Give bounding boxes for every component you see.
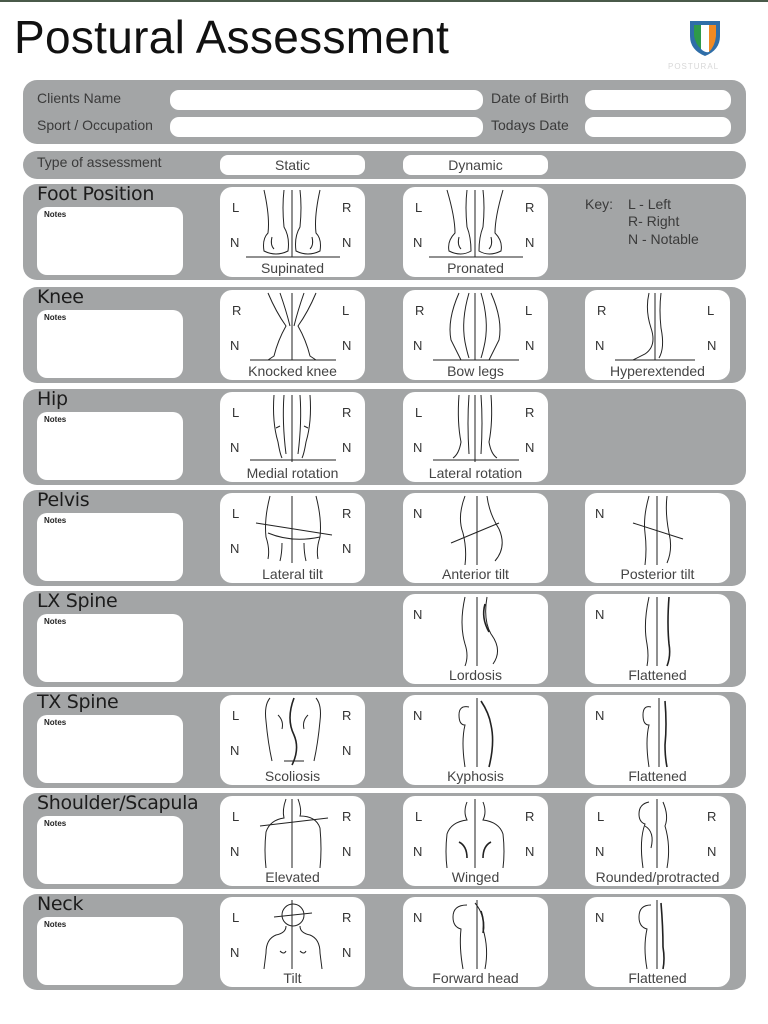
assessment-type-panel bbox=[23, 151, 746, 179]
corner-notable-label: N bbox=[595, 607, 605, 622]
card-caption: Lordosis bbox=[449, 667, 502, 683]
corner-left-label: L bbox=[415, 405, 423, 420]
card-posterior-tilt[interactable] bbox=[585, 493, 730, 583]
corner-notable-right-label: N bbox=[342, 440, 352, 455]
notes-box[interactable] bbox=[37, 715, 183, 783]
corner-right-label: R bbox=[525, 809, 535, 824]
sport-occupation-label: Sport / Occupation bbox=[37, 117, 153, 133]
card-hyperextended[interactable] bbox=[585, 290, 730, 380]
corner-notable-left-label: N bbox=[413, 844, 423, 859]
corner-right-label: R bbox=[597, 303, 607, 318]
card-caption: Flattened bbox=[628, 667, 687, 683]
logo-watermark: POSTURAL bbox=[668, 62, 720, 71]
card-bow-legs[interactable] bbox=[403, 290, 548, 380]
card-lateral-rotation[interactable] bbox=[403, 392, 548, 482]
card-caption: Lateral rotation bbox=[428, 465, 523, 481]
section-knee bbox=[23, 287, 746, 383]
corner-right-label: R bbox=[525, 200, 535, 215]
corner-notable-left-label: N bbox=[413, 235, 423, 250]
card-supinated[interactable] bbox=[220, 187, 365, 277]
card-caption: Flattened bbox=[628, 970, 687, 986]
section-pelvis bbox=[23, 490, 746, 586]
notes-label: Notes bbox=[44, 617, 67, 626]
card-caption: Flattened bbox=[628, 768, 687, 784]
notes-label: Notes bbox=[44, 313, 67, 322]
section-foot-position bbox=[23, 184, 746, 280]
corner-notable-label: N bbox=[413, 607, 423, 622]
card-lateral-tilt[interactable] bbox=[220, 493, 365, 583]
clients-name-field[interactable] bbox=[170, 90, 483, 110]
corner-notable-left-label: N bbox=[230, 743, 240, 758]
corner-notable-right-label: N bbox=[525, 235, 535, 250]
card-caption: Anterior tilt bbox=[442, 566, 509, 582]
corner-notable-right-label: N bbox=[342, 338, 352, 353]
shield-logo-icon bbox=[688, 18, 722, 58]
corner-notable-left-label: N bbox=[230, 844, 240, 859]
key-title: Key: bbox=[585, 196, 614, 212]
todays-date-label: Todays Date bbox=[491, 117, 569, 133]
card-rounded-protracted[interactable] bbox=[585, 796, 730, 886]
card-caption: Knocked knee bbox=[248, 363, 337, 379]
static-option[interactable]: Static bbox=[220, 155, 365, 175]
key-notable: N - Notable bbox=[628, 231, 699, 247]
corner-notable-left-label: N bbox=[230, 945, 240, 960]
dynamic-option[interactable]: Dynamic bbox=[403, 155, 548, 175]
notes-box[interactable] bbox=[37, 310, 183, 378]
corner-left-label: L bbox=[232, 200, 240, 215]
card-tx-flattened[interactable] bbox=[585, 695, 730, 785]
corner-notable-label: N bbox=[595, 708, 605, 723]
card-caption: Bow legs bbox=[447, 363, 504, 379]
corner-notable-right-label: N bbox=[525, 338, 535, 353]
corner-notable-left-label: N bbox=[413, 338, 423, 353]
section-lx-spine bbox=[23, 591, 746, 687]
section-tx-spine bbox=[23, 692, 746, 788]
corner-right-label: R bbox=[707, 809, 717, 824]
notes-label: Notes bbox=[44, 415, 67, 424]
section-title: Neck bbox=[37, 893, 84, 915]
top-rule bbox=[0, 0, 768, 2]
corner-notable-left-label: N bbox=[230, 440, 240, 455]
corner-notable-right-label: N bbox=[342, 235, 352, 250]
notes-box[interactable] bbox=[37, 207, 183, 275]
card-tilt[interactable] bbox=[220, 897, 365, 987]
corner-notable-right-label: N bbox=[707, 844, 717, 859]
section-title: Hip bbox=[37, 388, 68, 410]
notes-box[interactable] bbox=[37, 917, 183, 985]
corner-notable-label: N bbox=[595, 506, 605, 521]
date-of-birth-field[interactable] bbox=[585, 90, 731, 110]
corner-right-label: R bbox=[342, 200, 352, 215]
corner-left-label: L bbox=[232, 708, 240, 723]
corner-notable-left-label: N bbox=[595, 338, 605, 353]
notes-box[interactable] bbox=[37, 513, 183, 581]
corner-left-label: L bbox=[597, 809, 605, 824]
section-shoulder-scapula bbox=[23, 793, 746, 889]
corner-notable-label: N bbox=[413, 708, 423, 723]
corner-notable-left-label: N bbox=[230, 338, 240, 353]
assessment-type-label: Type of assessment bbox=[37, 154, 162, 170]
corner-notable-label: N bbox=[413, 506, 423, 521]
notes-label: Notes bbox=[44, 210, 67, 219]
notes-label: Notes bbox=[44, 718, 67, 727]
corner-right-label: R bbox=[342, 708, 352, 723]
corner-notable-left-label: N bbox=[595, 844, 605, 859]
corner-right-label: R bbox=[342, 809, 352, 824]
notes-label: Notes bbox=[44, 819, 67, 828]
corner-notable-left-label: N bbox=[230, 541, 240, 556]
card-pronated[interactable] bbox=[403, 187, 548, 277]
card-caption: Lateral tilt bbox=[262, 566, 323, 582]
card-caption: Kyphosis bbox=[447, 768, 504, 784]
todays-date-field[interactable] bbox=[585, 117, 731, 137]
corner-left-label: L bbox=[415, 200, 423, 215]
card-medial-rotation[interactable] bbox=[220, 392, 365, 482]
section-title: LX Spine bbox=[37, 590, 118, 612]
card-scoliosis[interactable] bbox=[220, 695, 365, 785]
card-kyphosis[interactable] bbox=[403, 695, 548, 785]
card-caption: Tilt bbox=[283, 970, 302, 986]
card-anterior-tilt[interactable] bbox=[403, 493, 548, 583]
card-caption: Scoliosis bbox=[264, 768, 321, 784]
notes-label: Notes bbox=[44, 920, 67, 929]
notes-label: Notes bbox=[44, 516, 67, 525]
corner-notable-right-label: N bbox=[525, 440, 535, 455]
section-title: TX Spine bbox=[37, 691, 119, 713]
corner-notable-right-label: N bbox=[342, 541, 352, 556]
card-caption: Elevated bbox=[265, 869, 320, 885]
corner-notable-right-label: N bbox=[342, 945, 352, 960]
corner-left-label: L bbox=[232, 506, 240, 521]
section-hip bbox=[23, 389, 746, 485]
corner-right-label: R bbox=[342, 506, 352, 521]
corner-notable-right-label: N bbox=[525, 844, 535, 859]
card-caption: Medial rotation bbox=[246, 465, 339, 481]
card-caption: Winged bbox=[451, 869, 500, 885]
card-caption: Posterior tilt bbox=[620, 566, 695, 582]
card-lordosis[interactable] bbox=[403, 594, 548, 684]
corner-right-label: R bbox=[342, 405, 352, 420]
key-right: R- Right bbox=[628, 213, 680, 229]
corner-right-label: R bbox=[342, 910, 352, 925]
corner-notable-label: N bbox=[595, 910, 605, 925]
corner-notable-right-label: N bbox=[707, 338, 717, 353]
key-left: L - Left bbox=[628, 196, 672, 212]
notes-box[interactable] bbox=[37, 816, 183, 884]
card-caption: Rounded/protracted bbox=[595, 869, 720, 885]
corner-right-label: R bbox=[232, 303, 242, 318]
section-title: Shoulder/Scapula bbox=[37, 792, 199, 814]
sport-occupation-field[interactable] bbox=[170, 117, 483, 137]
card-caption: Pronated bbox=[447, 260, 504, 276]
corner-left-label: L bbox=[415, 809, 423, 824]
notes-box[interactable] bbox=[37, 614, 183, 682]
corner-right-label: R bbox=[525, 405, 535, 420]
page-title: Postural Assessment bbox=[14, 11, 450, 63]
section-title: Pelvis bbox=[37, 489, 90, 511]
corner-left-label: L bbox=[232, 405, 240, 420]
section-title: Foot Position bbox=[37, 183, 155, 205]
card-neck-flattened[interactable] bbox=[585, 897, 730, 987]
card-winged[interactable] bbox=[403, 796, 548, 886]
section-title: Knee bbox=[37, 286, 84, 308]
corner-left-label: L bbox=[342, 303, 350, 318]
card-caption: Forward head bbox=[432, 970, 519, 986]
card-caption: Supinated bbox=[260, 260, 325, 276]
date-of-birth-label: Date of Birth bbox=[491, 90, 569, 106]
clients-name-label: Clients Name bbox=[37, 90, 122, 106]
card-lx-flattened[interactable] bbox=[585, 594, 730, 684]
corner-left-label: L bbox=[232, 809, 240, 824]
corner-notable-right-label: N bbox=[342, 743, 352, 758]
card-elevated[interactable] bbox=[220, 796, 365, 886]
card-knocked-knee[interactable] bbox=[220, 290, 365, 380]
corner-notable-label: N bbox=[413, 910, 423, 925]
corner-notable-left-label: N bbox=[230, 235, 240, 250]
card-forward-head[interactable] bbox=[403, 897, 548, 987]
corner-notable-left-label: N bbox=[413, 440, 423, 455]
corner-notable-right-label: N bbox=[342, 844, 352, 859]
corner-left-label: L bbox=[232, 910, 240, 925]
client-info-panel bbox=[23, 80, 746, 144]
section-neck bbox=[23, 894, 746, 990]
notes-box[interactable] bbox=[37, 412, 183, 480]
corner-left-label: L bbox=[525, 303, 533, 318]
corner-right-label: R bbox=[415, 303, 425, 318]
corner-left-label: L bbox=[707, 303, 715, 318]
card-caption: Hyperextended bbox=[610, 363, 705, 379]
